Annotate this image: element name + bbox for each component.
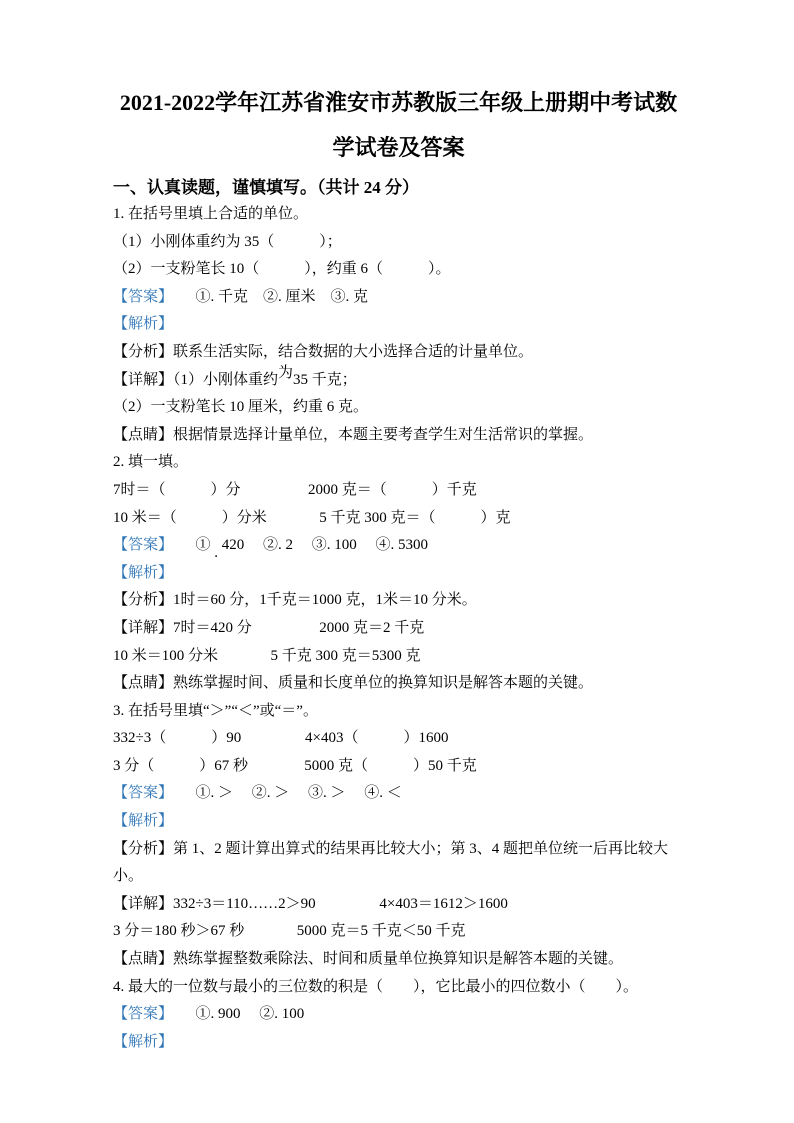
text-run: 【点睛】根据情景选择计量单位，本题主要考查学生对生活常识的掌握。 [113, 426, 594, 443]
tag-label: 【答案】 [113, 537, 174, 554]
text-run: 【详解】7时＝420 分 2000 克＝2 千克 [113, 619, 425, 636]
text-run: 4. 最大的一位数与最小的三位数的积是（ ），它比最小的四位数小（ ）。 [113, 978, 639, 995]
text-run: （2）一支粉笔长 10（ ），约重 6（ ）。 [113, 261, 451, 278]
text-run: 10 米＝（ ）分米 5 千克 300 克＝（ ）克 [113, 509, 511, 526]
analysis-tag-line [113, 1029, 684, 1057]
tag-label: 【答案】 [113, 1006, 174, 1023]
tag-label: 【答案】 [113, 785, 174, 802]
text-run: ① [173, 537, 215, 554]
text-run: 1. 在括号里填上合适的单位。 [113, 206, 309, 222]
detail-line [113, 643, 684, 671]
note-line [113, 946, 684, 974]
document-body [113, 201, 684, 1056]
note-line [113, 422, 684, 450]
answer-line [113, 1001, 684, 1029]
text-run: 3. 在括号里填“＞”“＜”或“＝”。 [113, 702, 318, 719]
text-run: 3 分（ ）67 秒 5000 克（ ）50 千克 [113, 757, 477, 774]
text-run: 10 米＝100 分米 5 千克 300 克＝5300 克 [113, 647, 421, 664]
detail-line [113, 891, 684, 919]
tag-label: 【解析】 [113, 564, 174, 581]
answer-line [113, 284, 684, 312]
text-run: ①. 900 ②. 100 [173, 1006, 305, 1023]
question-1-part-1 [113, 229, 684, 257]
question-3-row [113, 725, 684, 753]
tag-label: 【解析】 [113, 1033, 174, 1050]
analysis-tag-line [113, 808, 684, 836]
question-4-stem [113, 974, 684, 1002]
question-3-row [113, 753, 684, 781]
document-title [113, 80, 684, 170]
text-run: 【详解】332÷3＝110……2＞90 4×403＝1612＞1600 [113, 895, 508, 912]
text-run: 【详解】（1）小刚体重约 [113, 371, 279, 388]
tag-label: 【解析】 [113, 813, 174, 830]
section-heading: 一、认真读题，谨慎填写。（共计 24 分） [113, 178, 419, 197]
question-1-stem [113, 201, 684, 229]
question-1-part-2 [113, 256, 684, 284]
title-line-2: 学试卷及答案 [332, 135, 465, 160]
detail-line [113, 615, 684, 643]
question-2-row [113, 505, 684, 533]
text-run: 【点睛】熟练掌握时间、质量和长度单位的换算知识是解答本题的关键。 [113, 675, 594, 692]
analysis-tag-line [113, 311, 684, 339]
analysis-tag-line [113, 560, 684, 588]
text-run: （1）小刚体重约为 35（ ）； [113, 233, 342, 250]
text-run: 【分析】1时＝60 分，1千克＝1000 克，1米＝10 分米。 [113, 592, 477, 609]
question-2-row [113, 477, 684, 505]
tag-label: 【答案】 [113, 288, 174, 305]
question-2-stem [113, 449, 684, 477]
text-run: 332÷3（ ）90 4×403（ ）1600 [113, 730, 449, 747]
analysis-line [113, 339, 684, 367]
text-run: ①. ＞ ②. ＞ ③. ＞ ④. ＜ [173, 785, 402, 802]
note-line [113, 670, 684, 698]
text-run: 【点睛】熟练掌握整数乘除法、时间和质量单位换算知识是解答本题的关键。 [113, 951, 624, 968]
text-run: 420 ②. 2 ③. 100 ④. 5300 [218, 537, 429, 554]
question-3-stem [113, 698, 684, 726]
detail-line [113, 918, 684, 946]
analysis-line [113, 836, 684, 891]
title-line-1: 2021-2022学年江苏省淮安市苏教版三年级上册期中考试数 [119, 90, 678, 115]
text-run: 2. 填一填。 [113, 454, 189, 471]
text-run: 3 分＝180 秒＞67 秒 5000 克＝5 千克＜50 千克 [113, 923, 466, 940]
answer-line [113, 532, 684, 560]
text-run: ①. 千克 ②. 厘米 ③. 克 [173, 288, 369, 305]
text-run: 【分析】联系生活实际，结合数据的大小选择合适的计量单位。 [113, 343, 534, 360]
detail-line [113, 364, 684, 395]
detail-line [113, 394, 684, 422]
tag-label: 【解析】 [113, 316, 174, 333]
text-run: 7时＝（ ）分 2000 克＝（ ）千克 [113, 481, 477, 498]
text-run: 35 千克； [293, 371, 357, 388]
analysis-line [113, 587, 684, 615]
text-run: . [214, 545, 219, 562]
text-run: 为 [278, 364, 294, 381]
answer-line [113, 780, 684, 808]
text-run: （2）一支粉笔长 10 厘米，约重 6 克。 [113, 399, 369, 416]
text-run: 【分析】第 1、2 题计算出算式的结果再比较大小；第 3、4 题把单位统一后再比较大小。 [113, 840, 669, 885]
